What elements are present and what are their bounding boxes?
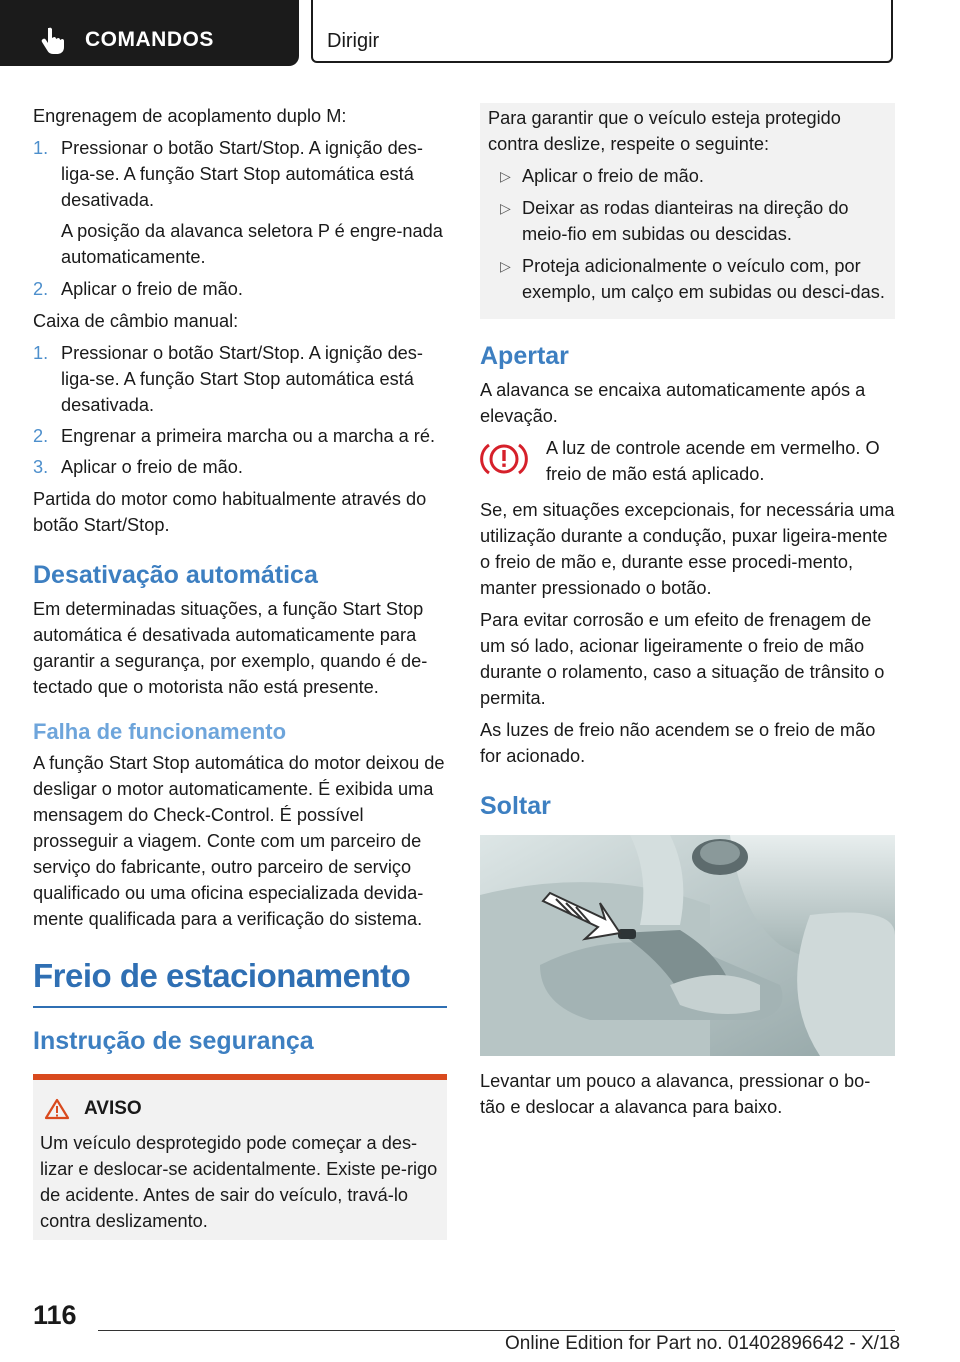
list-number: 2. <box>33 426 49 446</box>
bullet-item <box>488 163 887 189</box>
list-item <box>33 454 447 480</box>
caption: Levantar um pouco a alavanca, pressionar o bo‐tão e deslocar a alavanca para baixo. <box>480 1071 871 1117</box>
triangle-bullet-icon: ▷ <box>500 168 511 184</box>
bullet-item <box>488 195 887 247</box>
numbered-list <box>33 135 447 302</box>
handbrake-illustration <box>480 835 895 1056</box>
paragraph: As luzes de freio não acendem se o freio de mão for acionado. <box>480 720 876 766</box>
heading-falha: Falha de funcionamento <box>33 719 287 744</box>
footer-edition: Online Edition for Part no. 01402896642 - X/18 <box>505 1333 901 1354</box>
list-item <box>33 135 447 213</box>
warning-box <box>33 1074 447 1240</box>
handbrake-illustration-svg <box>480 835 895 1056</box>
numbered-list <box>33 340 447 480</box>
bullet-text: Aplicar o freio de mão. <box>522 166 704 186</box>
list-text: Pressionar o botão Start/Stop. A ignição des‐liga-se. A função Start Stop automática está desativada. <box>61 138 423 210</box>
triangle-bullet-icon: ▷ <box>500 200 511 216</box>
section-title: COMANDOS <box>85 28 214 51</box>
info-box <box>480 103 895 319</box>
hand-pointer-icon <box>38 25 68 55</box>
paragraph: Para evitar corrosão e um efeito de frenagem de um só lado, acionar ligeiramente o freio de mão durante o rolamento, caso a situação de trânsito o permita. <box>480 610 885 708</box>
bullet-item <box>488 253 887 305</box>
list-number: 1. <box>33 138 49 158</box>
indicator-icon-wrap <box>480 435 546 487</box>
page-number: 116 <box>33 1300 77 1330</box>
indicator-text: A luz de controle acende em vermelho. O freio de mão está aplicado. <box>546 438 880 484</box>
heading-apertar: Apertar <box>480 342 569 370</box>
warning-triangle-icon <box>44 1098 70 1120</box>
bullet-text: Proteja adicionalmente o veículo com, por exemplo, um calço em subidas ou desci‐das. <box>522 256 885 302</box>
list-subtext: A posição da alavanca seletora P é engre‐nada automaticamente. <box>61 221 443 267</box>
paragraph: Em determinadas situações, a função Start Stop automática é desativada automaticamente para garantir a segurança, por exemplo, quando é de‐tectado que o motorista não está presente. <box>33 599 428 697</box>
list-item <box>33 276 447 302</box>
list-text: Pressionar o botão Start/Stop. A ignição des‐liga-se. A função Start Stop automática está desativada. <box>61 343 423 415</box>
list-number: 2. <box>33 279 49 299</box>
list-number: 3. <box>33 457 49 477</box>
paragraph: A alavanca se encaixa automaticamente após a elevação. <box>480 380 866 426</box>
paragraph: Caixa de câmbio manual: <box>33 311 239 331</box>
left-column <box>33 103 447 1240</box>
heading-freio-estacionamento: Freio de estacionamento <box>33 956 447 1008</box>
right-column <box>480 103 895 1126</box>
footer-divider <box>98 1330 895 1331</box>
heading-desativacao: Desativação automática <box>33 561 318 589</box>
warning-title-text: AVISO <box>84 1098 142 1119</box>
indicator-row <box>480 435 895 487</box>
list-item <box>33 423 447 449</box>
paragraph: Engrenagem de acoplamento duplo M: <box>33 106 347 126</box>
warning-title <box>40 1096 439 1122</box>
chapter-title: Dirigir <box>327 30 380 52</box>
paragraph: Partida do motor como habitualmente através do botão Start/Stop. <box>33 489 427 535</box>
list-text: Aplicar o freio de mão. <box>61 457 243 477</box>
heading-instrucao: Instrução de segurança <box>33 1027 314 1055</box>
triangle-bullet-icon: ▷ <box>500 258 511 274</box>
paragraph: Para garantir que o veículo esteja protegido contra deslize, respeite o seguinte: <box>488 108 841 154</box>
warning-text: Um veículo desprotegido pode começar a des‐lizar e deslocar-se acidentalmente. Existe pe‐rigo de acidente. Antes de sair do veículo, travá-lo contra deslizamento. <box>40 1133 438 1231</box>
parking-brake-indicator-icon <box>480 439 528 479</box>
header-chapter-box <box>311 0 893 63</box>
list-number: 1. <box>33 343 49 363</box>
heading-soltar: Soltar <box>480 792 551 820</box>
paragraph: Se, em situações excepcionais, for necessária uma utilização durante a condução, puxar ligeira‐mente o freio de mão e, durante esse procedi‐mento, manter pressionado o botão. <box>480 500 895 598</box>
bullet-text: Deixar as rodas dianteiras na direção do meio-fio em subidas ou descidas. <box>522 198 849 244</box>
list-text: Engrenar a primeira marcha ou a marcha a ré. <box>61 426 436 446</box>
paragraph: A função Start Stop automática do motor deixou de desligar o motor automaticamente. É exibida uma mensagem do Check-Control. É possível prosseguir a viagem. Conte com um parceiro de serviço do fabricante, outro parceiro de serviço qualificado ou uma oficina especializada devida‐mente qualificada para a verificação do sistema. <box>33 753 445 929</box>
list-item <box>33 340 447 418</box>
list-text: Aplicar o freio de mão. <box>61 279 243 299</box>
header-section-tab <box>0 0 299 66</box>
